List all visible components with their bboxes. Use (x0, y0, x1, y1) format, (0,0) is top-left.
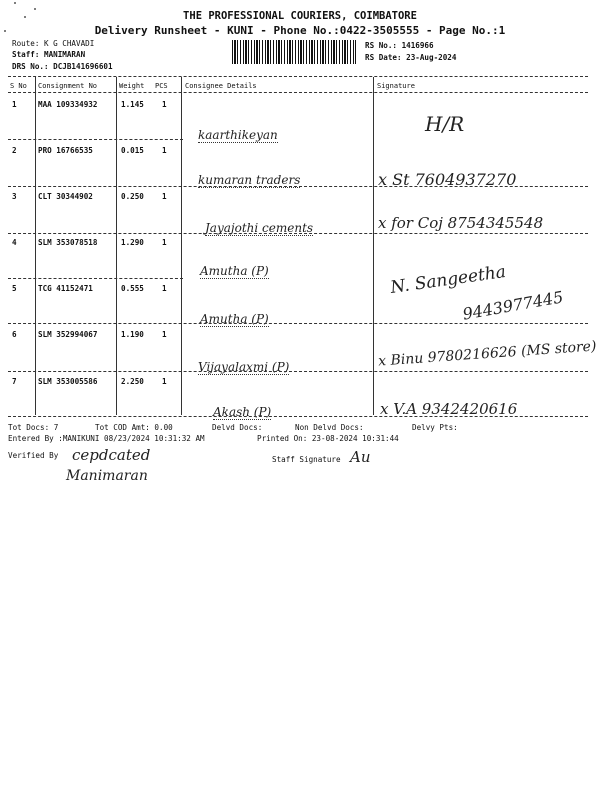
row-signature: x Binu 9780216626 (MS store) (377, 338, 597, 370)
row-pcs: 1 (162, 100, 167, 109)
row-pcs: 1 (162, 284, 167, 293)
drs-number: DRS No.: DCJB141696601 (12, 62, 113, 71)
route: Route: K G CHAVADI (12, 39, 95, 48)
row-signature: H/R (425, 112, 465, 136)
header-consignment: Consignment No (38, 82, 98, 90)
rs-date: RS Date: 23-Aug-2024 (365, 53, 457, 62)
header-signature: Signature (377, 82, 415, 90)
row-signature: 9443977445 (461, 287, 565, 324)
header-weight: Weight (119, 82, 145, 90)
row-sno: 3 (12, 192, 17, 201)
verified-by-label: Verified By (8, 451, 59, 460)
row-pcs: 1 (162, 238, 167, 247)
row-weight: 2.250 (121, 377, 144, 386)
row-rule (8, 371, 588, 372)
row-signature: N. Sangeetha (389, 262, 508, 298)
row-pcs: 1 (162, 377, 167, 386)
row-consignee: kaarthikeyan (198, 128, 278, 142)
row-pcs: 1 (162, 146, 167, 155)
row-signature: x St 7604937270 (378, 170, 517, 189)
row-weight: 1.145 (121, 100, 144, 109)
table-header-rule (8, 92, 588, 93)
scan-speck (14, 2, 16, 4)
total-cod: Tot COD Amt: 0.00 (95, 423, 173, 432)
row-signature: x V.A 9342420616 (380, 400, 518, 418)
row-consignee: kumaran traders (198, 173, 301, 187)
row-consignee: Jayajothi cements (205, 221, 314, 235)
verified-signature-2: Manimaran (66, 468, 148, 484)
row-sno: 2 (12, 146, 17, 155)
staff-signature: Au (350, 448, 371, 466)
row-rule (8, 323, 588, 324)
staff: Staff: MANIMARAN (12, 50, 86, 59)
company-title: THE PROFESSIONAL COURIERS, COIMBATORE (183, 10, 417, 22)
printed-on: Printed On: 23-08-2024 10:31:44 (257, 434, 399, 443)
col-divider (35, 77, 36, 415)
col-divider (116, 77, 117, 415)
row-weight: 1.290 (121, 238, 144, 247)
header-consignee: Consignee Details (185, 82, 257, 90)
row-weight: 0.555 (121, 284, 144, 293)
staff-signature-label: Staff Signature (272, 455, 341, 464)
row-weight: 0.250 (121, 192, 144, 201)
row-rule (8, 139, 183, 140)
row-consignee: Vijayalaxmi (P) (198, 360, 290, 374)
row-pcs: 1 (162, 330, 167, 339)
row-consignee: Amutha (P) (200, 312, 269, 326)
row-sno: 6 (12, 330, 17, 339)
col-divider (373, 77, 374, 415)
row-rule (8, 278, 183, 279)
row-sno: 4 (12, 238, 17, 247)
row-consignment: SLM 353005586 (38, 377, 98, 386)
row-rule (8, 186, 588, 187)
row-consignment: PRO 16766535 (38, 146, 93, 155)
table-top-rule (8, 76, 588, 77)
row-consignee: Amutha (P) (200, 264, 269, 278)
row-pcs: 1 (162, 192, 167, 201)
entered-by: Entered By :MANIKUNI 08/23/2024 10:31:32 AM (8, 434, 205, 443)
row-consignment: SLM 353078518 (38, 238, 98, 247)
row-signature: x for Coj 8754345548 (378, 214, 544, 232)
header-sno: S No (10, 82, 27, 90)
row-weight: 1.190 (121, 330, 144, 339)
row-sno: 5 (12, 284, 17, 293)
delivery-points: Delvy Pts: (412, 423, 458, 432)
table-bottom-rule (8, 416, 588, 417)
non-delivered-docs: Non Delvd Docs: (295, 423, 364, 432)
header-pcs: PCS (155, 82, 168, 90)
rs-number: RS No.: 1416966 (365, 41, 434, 50)
row-consignment: TCG 41152471 (38, 284, 93, 293)
row-consignment: CLT 30344902 (38, 192, 93, 201)
row-consignment: MAA 109334932 (38, 100, 98, 109)
row-sno: 1 (12, 100, 17, 109)
row-consignment: SLM 352994067 (38, 330, 98, 339)
col-divider (181, 77, 182, 415)
barcode (232, 40, 356, 64)
verified-signature-1: cepdcated (72, 446, 151, 464)
row-consignee: Akash (P) (213, 405, 272, 419)
row-sno: 7 (12, 377, 17, 386)
total-docs: Tot Docs: 7 (8, 423, 59, 432)
runsheet-subtitle: Delivery Runsheet - KUNI - Phone No.:0422-3505555 - Page No.:1 (94, 24, 506, 37)
delivered-docs: Delvd Docs: (212, 423, 263, 432)
row-rule (8, 233, 588, 234)
row-weight: 0.015 (121, 146, 144, 155)
